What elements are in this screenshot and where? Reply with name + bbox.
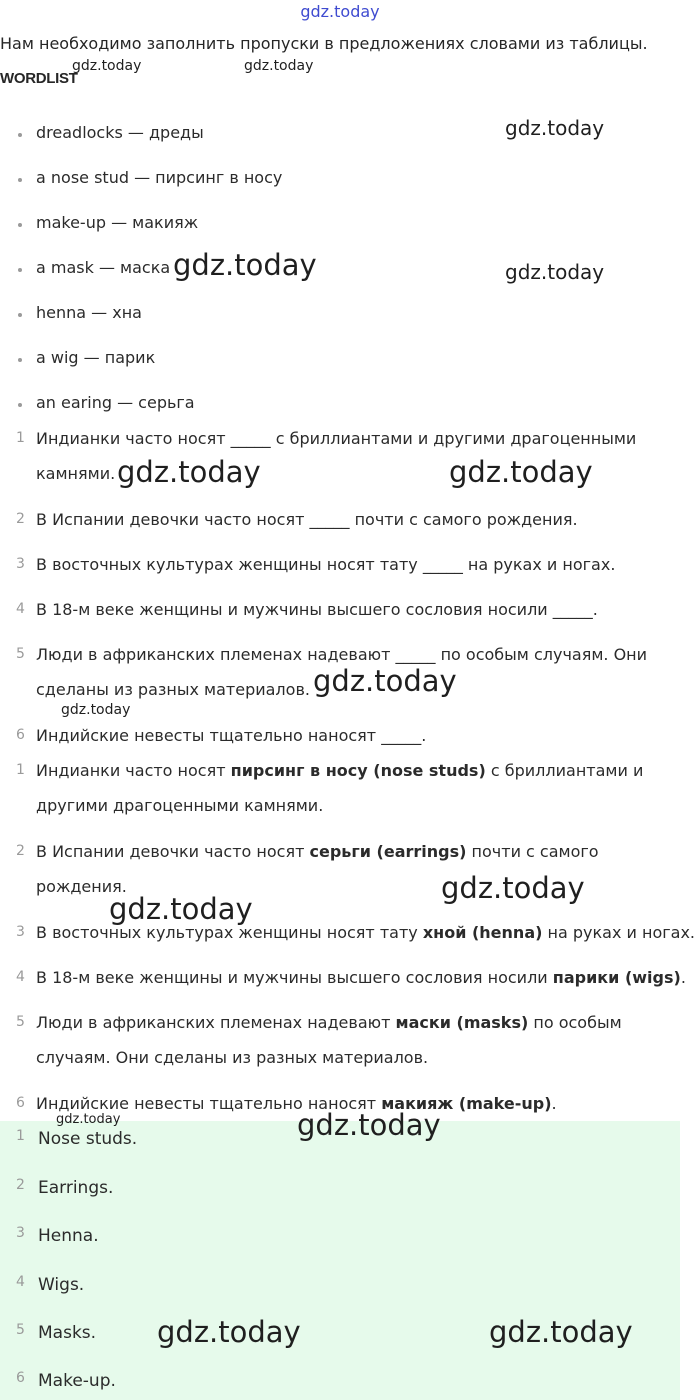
bullet-icon <box>18 268 22 272</box>
bullet-icon <box>18 403 22 407</box>
watermark: gdz.today <box>489 1315 633 1349</box>
bullet-icon <box>18 358 22 362</box>
watermark: gdz.today <box>56 1112 121 1127</box>
watermark: gdz.today <box>157 1315 301 1349</box>
intro-text: Нам необходимо заполнить пропуски в предложениях словами из таблицы. <box>0 34 648 53</box>
watermark: gdz.today <box>449 455 593 489</box>
wordlist-heading: WORDLIST <box>0 70 78 87</box>
watermark: gdz.today <box>117 455 261 489</box>
watermark: gdz.today <box>109 892 253 926</box>
watermark: gdz.today <box>72 58 142 74</box>
answer-item: 5 Masks. <box>16 1322 97 1343</box>
bullet-icon <box>18 133 22 137</box>
watermark: gdz.today <box>297 1108 441 1142</box>
watermark: gdz.today <box>313 664 457 698</box>
answer-item: 3 Henna. <box>16 1225 99 1246</box>
bullet-icon <box>18 223 22 227</box>
bullet-icon <box>18 313 22 317</box>
watermark: gdz.today <box>505 260 605 284</box>
watermark: gdz.today <box>61 702 131 718</box>
watermark: gdz.today <box>505 116 605 140</box>
answer-item: 1 Nose studs. <box>16 1128 138 1149</box>
answer-block <box>0 1121 680 1400</box>
watermark: gdz.today <box>441 871 585 905</box>
watermark: gdz.today <box>244 58 314 74</box>
answer-item: 2 Earrings. <box>16 1177 114 1198</box>
answer-item: 6 Make-up. <box>16 1370 116 1391</box>
bullet-icon <box>18 178 22 182</box>
answer-item: 4 Wigs. <box>16 1274 85 1295</box>
site-title[interactable]: gdz.today <box>300 2 380 21</box>
watermark: gdz.today <box>173 248 317 282</box>
